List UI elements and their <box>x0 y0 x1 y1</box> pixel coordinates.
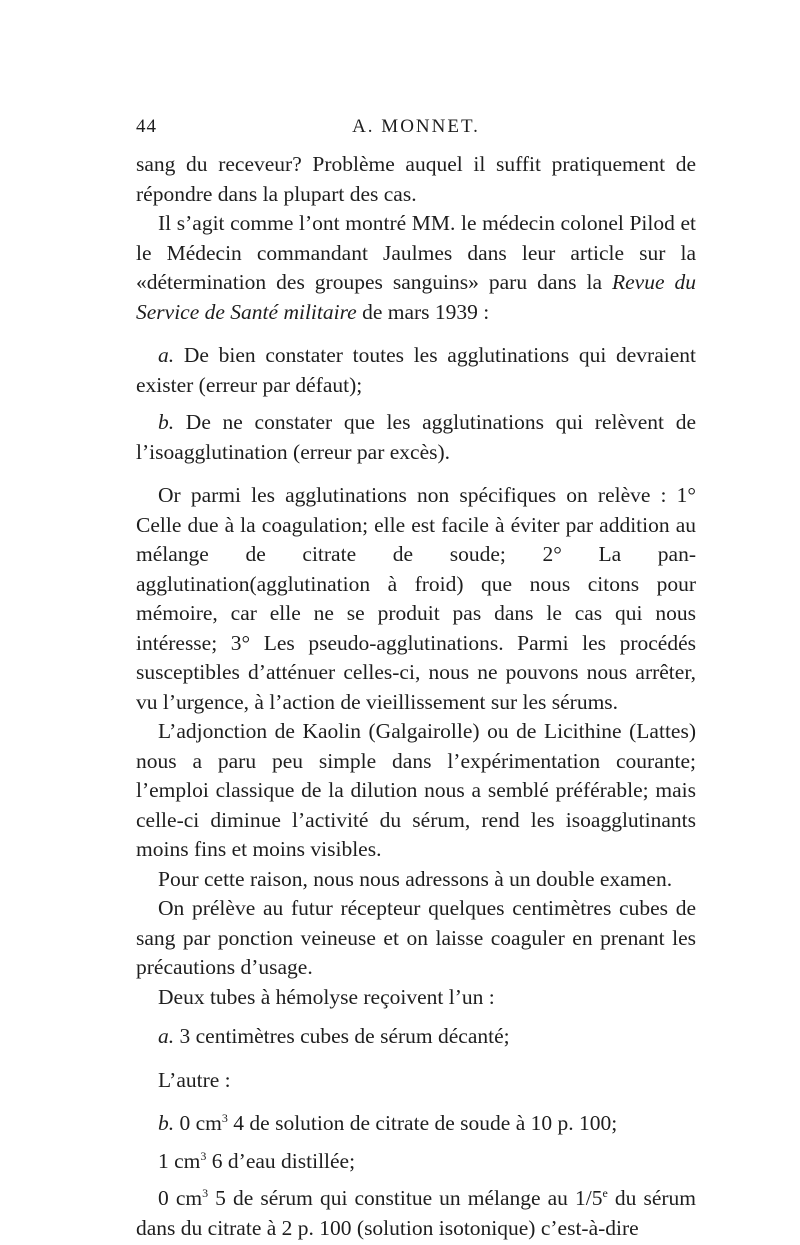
tube-b-line-3: 0 $cm^3$ 5 de sérum qui constitue un mélange au 1/5e du sérum dans du citrate à 2 p. 100 (solution isotonique) c’est-à-dire <box>136 1186 696 1240</box>
paragraph-deux-tubes: Deux tubes à hémolyse reçoivent l’un : <box>158 984 495 1009</box>
tube-b-line-1: b. 0 $cm^3$ 4 de solution de citrate de soude à 10 p. 100; <box>158 1111 618 1135</box>
tube-label-a: a. <box>158 1024 175 1048</box>
tube-label-b: b. <box>158 1111 175 1135</box>
list-label-a: a. <box>158 343 175 367</box>
page-header <box>136 112 696 142</box>
tube-b-line-2: 1 $cm^3$ 6 d’eau distillée; <box>158 1148 356 1173</box>
paragraph-pilod-jaulmes: Il s’agit comme l’ont montré MM. le médecin colonel Pilod et le Médecin commandant Jaulmes dans leur article sur la «détermination des groupes sanguins» paru dans la Revue du Service de Santé militaire de mars 1939 : <box>136 211 697 324</box>
body-text <box>136 150 696 1243</box>
paragraph-continuation: sang du receveur? Problème auquel il suffit pratiquement de répondre dans la plupart des cas. <box>136 152 696 206</box>
journal-title: Revue du Service de Santé militaire <box>136 270 697 324</box>
paragraph-l-autre: L’autre : <box>158 1067 231 1092</box>
list-item-a: a. De bien constater toutes les agglutinations qui devraient exister (erreur par défaut); <box>136 343 696 397</box>
page-number: 44 <box>136 116 157 137</box>
list-item-b: b. De ne constater que les agglutinations qui relèvent de l’isoagglutination (erreur par excès). <box>136 410 696 464</box>
paragraph-agglutinations: Or parmi les agglutinations non spécifiques on relève : 1° Celle due à la coagulation; elle est facile à éviter par addition au mélange de citrate de soude; 2° La pan-agglutination(agglutination à froid) que nous citons pour mémoire, car elle ne se produit pas dans le cas qui nous intéresse; 3° Les pseudo-agglutinations. Parmi les procédés susceptibles d’atténuer celles-ci, nous ne pouvons nous arrêter, vu l’urgence, à l’action de vieillissement sur les sérums. <box>136 483 696 714</box>
paragraph-kaolin: L’adjonction de Kaolin (Galgairolle) ou de Licithine (Lattes) nous a paru peu simple dans l’expérimentation courante; l’emploi classique de la dilution nous a semblé préférable; mais celle-ci diminue l’activité du sérum, rend les isoagglutinants moins fins et moins visibles. <box>136 719 696 861</box>
paragraph-double-examen: Pour cette raison, nous nous adressons à un double examen. <box>158 866 673 891</box>
paragraph-prelevement: On prélève au futur récepteur quelques centimètres cubes de sang par ponction veineuse et on laisse coaguler en prenant les précautions d’usage. <box>136 896 696 979</box>
running-title: A. MONNET. <box>352 116 480 137</box>
tube-a-line: a. 3 centimètres cubes de sérum décanté; <box>158 1024 510 1048</box>
list-label-b: b. <box>158 410 175 434</box>
